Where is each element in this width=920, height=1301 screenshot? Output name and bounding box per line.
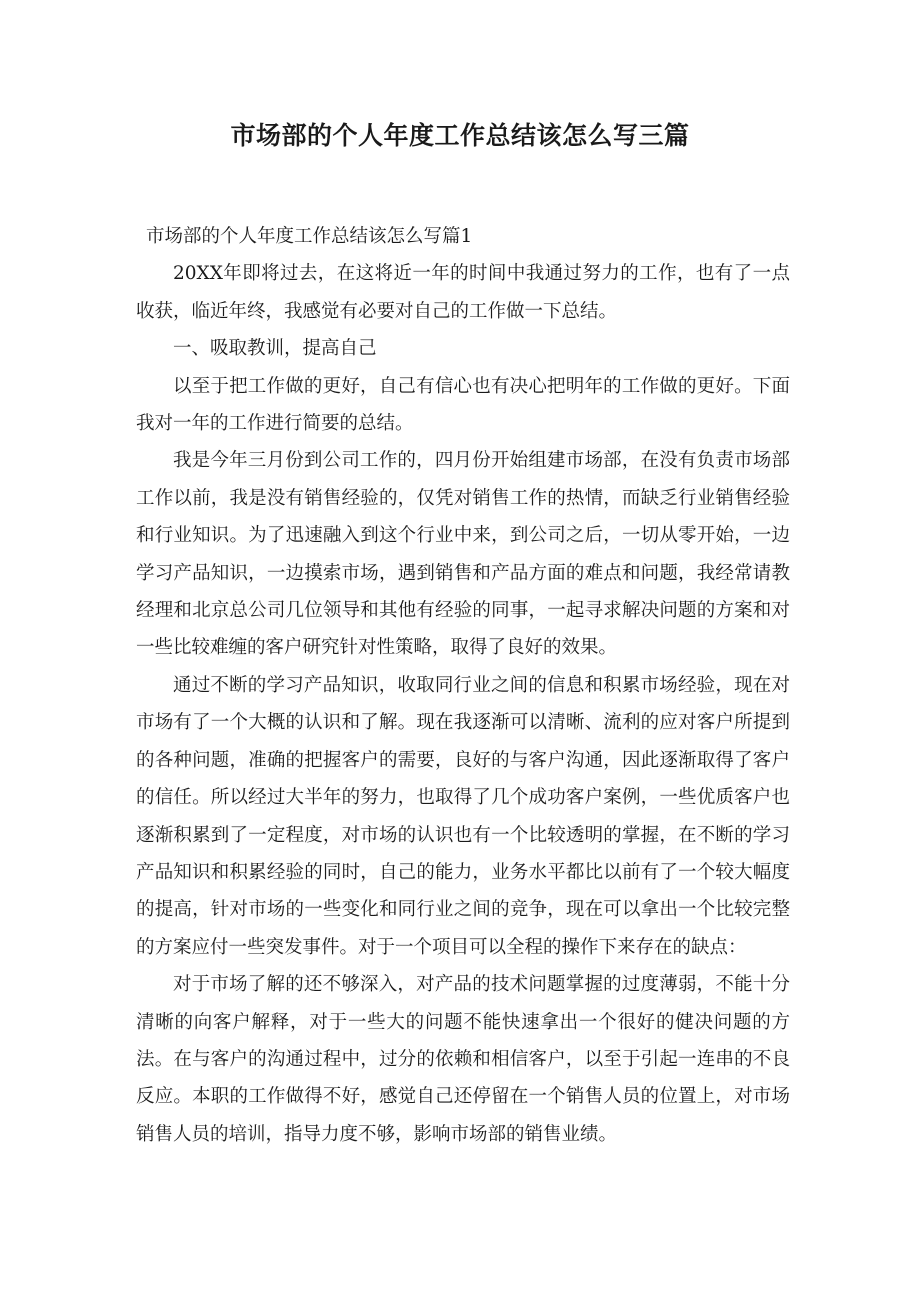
paragraph-4: 通过不断的学习产品知识，收取同行业之间的信息和积累市场经验，现在对市场有了一个大概的认识和了解。现在我逐渐可以清晰、流利的应对客户所提到的各种问题，准确的把握客户的需要，良好的与客户沟通，因此逐渐取得了客户的信任。所以经过大半年的努力，也取得了几个成功客户案例，一些优质客户也逐渐积累到了一定程度，对市场的认识也有一个比较透明的掌握，在不断的学习产品知识和积累经验的同时，自己的能力，业务水平都比以前有了一个较大幅度的提高，针对市场的一些变化和同行业之间的竞争，现在可以拿出一个比较完整的方案应付一些突发事件。对于一个项目可以全程的操作下来存在的缺点： (136, 674, 790, 958)
paragraph-3: 我是今年三月份到公司工作的，四月份开始组建市场部，在没有负责市场部工作以前，我是没有销售经验的，仅凭对销售工作的热情，而缺乏行业销售经验和行业知识。为了迅速融入到这个行业中来，到公司之后，一切从零开始，一边学习产品知识，一边摸索市场，遇到销售和产品方面的难点和问题，我经常请教经理和北京总公司几位领导和其他有经验的同事，一起寻求解决问题的方案和对一些比较难缠的客户研究针对性策略，取得了良好的效果。 (136, 450, 790, 659)
document-title: 市场部的个人年度工作总结该怎么写三篇 (230, 121, 690, 150)
section-heading: 市场部的个人年度工作总结该怎么写篇1 (146, 226, 473, 247)
document-body (136, 218, 790, 1153)
paragraph-5: 对于市场了解的还不够深入，对产品的技术问题掌握的过度薄弱，不能十分清晰的向客户解释，对于一些大的问题不能快速拿出一个很好的健决问题的方法。在与客户的沟通过程中，过分的依赖和相信客户，以至于引起一连串的不良反应。本职的工作做得不好，感觉自己还停留在一个销售人员的位置上，对市场销售人员的培训，指导力度不够，影响市场部的销售业绩。 (136, 974, 790, 1145)
paragraph-2: 以至于把工作做的更好，自己有信心也有决心把明年的工作做的更好。下面我对一年的工作进行简要的总结。 (136, 375, 790, 435)
paragraph-intro: 20XX年即将过去，在这将近一年的时间中我通过努力的工作，也有了一点收获，临近年终，我感觉有必要对自己的工作做一下总结。 (136, 263, 790, 322)
paragraph-heading-1: 一、吸取教训，提高自己 (173, 338, 377, 360)
